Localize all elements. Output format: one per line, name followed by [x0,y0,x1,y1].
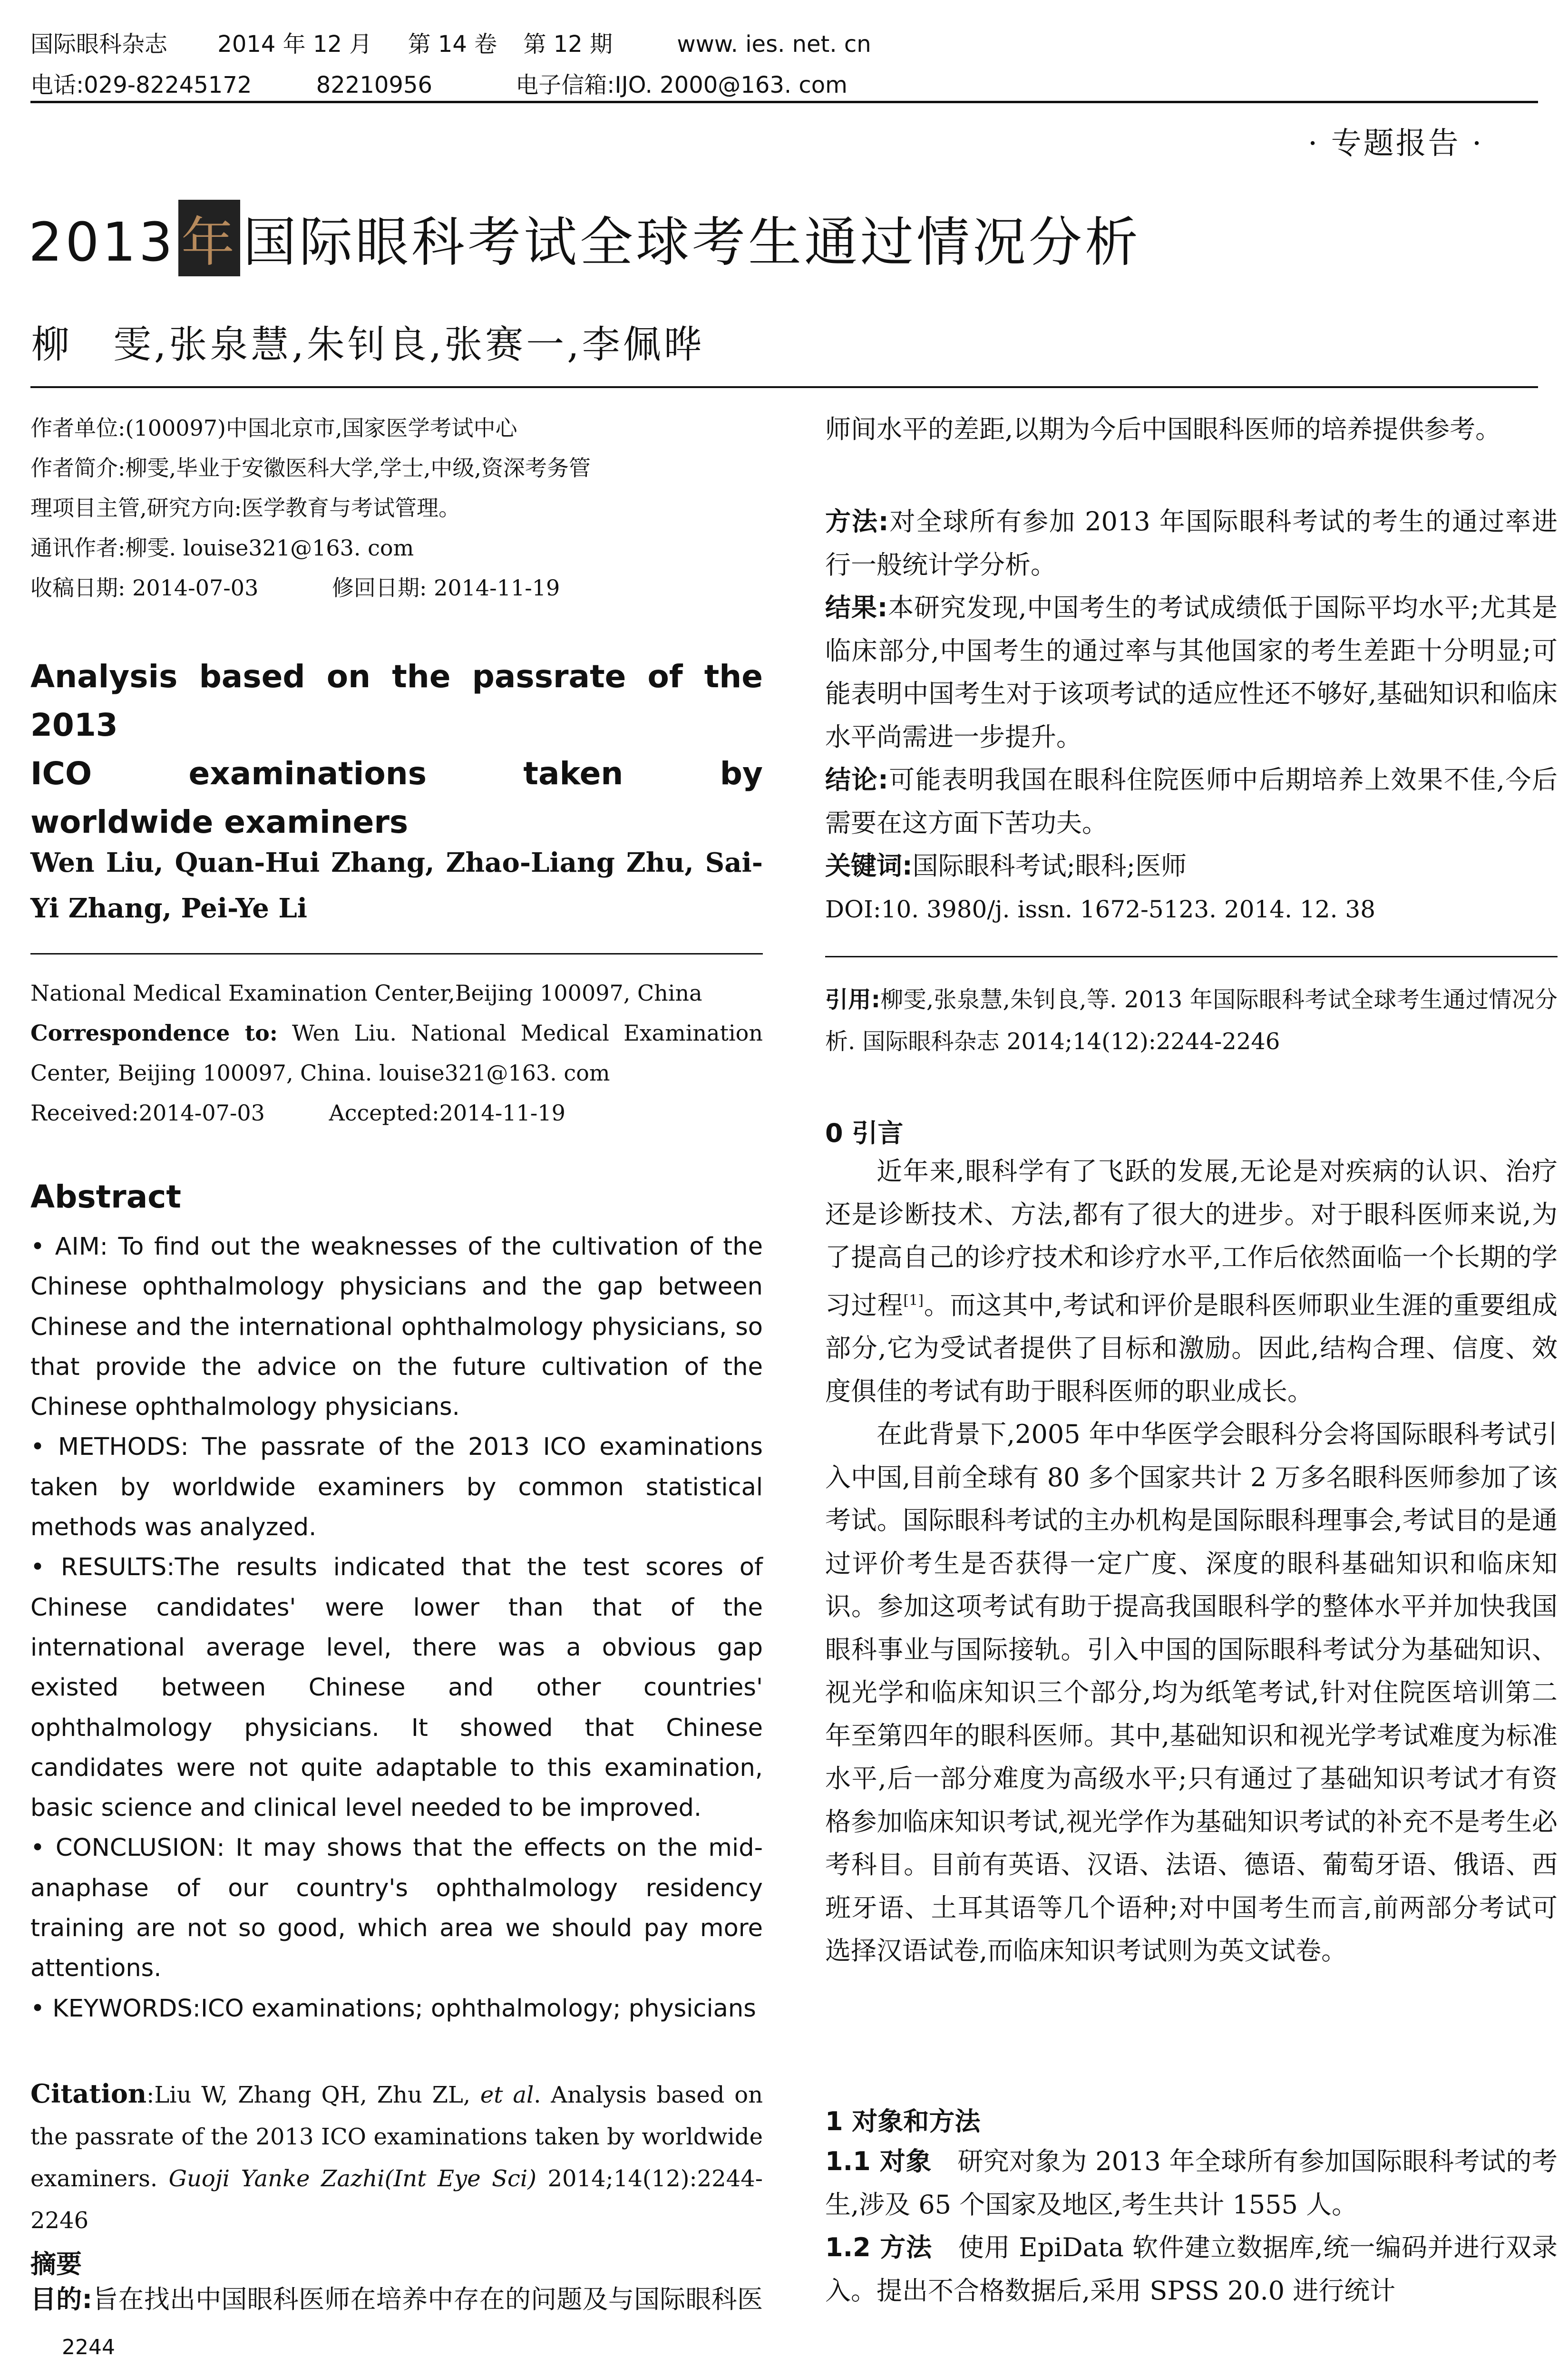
citation-part2: . Analysis based on the passrate of the 2013 ICO examinations taken by worldwide examiners. [30,2082,763,2192]
doi: DOI:10. 3980/j. issn. 1672-5123. 2014. 12. 38 [825,895,1376,923]
citation-etal: et al [480,2082,534,2108]
cn-aim-text: 旨在找出中国眼科医师在培养中存在的问题及与国际眼科医 [92,2284,763,2314]
received-date: 收稿日期: 2014-07-03 [30,575,259,601]
cn-results-text: 本研究发现,中国考生的考试成绩低于国际平均水平;尤其是临床部分,中国考生的通过率与其他国家的考生差距十分明显;可能表明中国考生对于该项考试的适应性还不够好,基础知识和临床水平尚需进一步提升。 [825,593,1558,752]
citation-part3: 2014;14(12):2244-2246 [30,2165,763,2234]
author-unit: 作者单位:(100097)中国北京市,国家医学考试中心 [30,415,517,441]
abstract-conclusion: • CONCLUSION: It may shows that the effects on the mid-anaphase of our country's ophthalmology residency training are not so good, which area we should pay more attentions. [30,1834,763,1983]
cn-conclusion-text: 可能表明我国在眼科住院医师中后期培养上效果不佳,今后需要在这方面下苦功夫。 [825,765,1558,838]
issue: 第 12 期 [523,31,613,58]
intro-p1-a: 近年来,眼科学有了飞跃的发展,无论是对疾病的认识、治疗还是诊断技术、方法,都有了很大的进步。对于眼科医师来说,为了提高自己的诊疗技术和诊疗水平,工作后依然面临一个长期的学习过程 [825,1156,1558,1320]
cn-citation [825,979,1558,1062]
cn-citation-body: 柳雯,张泉慧,朱钊良,等. 2013 年国际眼科考试全球考生通过情况分析. 国际眼科杂志 2014;14(12):2244-2246 [825,986,1558,1055]
methods-body [825,2140,1558,2312]
intro-paragraph-1 [825,1150,1558,1413]
correspondence-text: Wen Liu. National Medical Examination Center, Beijing 100097, China. louise321@163. com [30,1020,763,1086]
cn-citation-text [825,979,1558,1062]
journal-header-line1 [30,26,871,58]
title-rest: 国际眼科考试全球考生通过情况分析 [243,212,1141,273]
english-title-line-2: ICO examinations taken by [30,755,763,792]
cn-abstract-aim [30,2278,763,2321]
authors-rule [30,953,763,955]
english-title [30,653,763,847]
abstract-body [30,1227,763,2029]
correspondence [30,1013,763,1093]
author-meta [30,408,763,608]
cn-keywords-text: 国际眼科考试;眼科;医师 [912,851,1187,881]
cn-citation-label: 引用: [825,986,880,1013]
cn-abstract-rule [825,956,1558,957]
journal-name: 国际眼科杂志 [30,31,168,58]
intro-paragraph-2: 在此背景下,2005 年中华医学会眼科分会将国际眼科考试引入中国,目前全球有 80 多个国家共计 2 万多名眼科医师参加了该考试。国际眼科考试的主办机构是国际眼科理事会,考试目的是通过评价考生是否获得一定广度、深度的眼科基础知识和临床知识。参加这项考试有助于提高我国眼科学的整体水平并加快我国眼科事业与国际接轨。引入中国的国际眼科考试分为基础知识、视光学和临床知识三个部分,均为纸笔考试,针对住院医培训第二年至第四年的眼科医师。其中,基础知识和视光学考试难度为标准水平,后一部分难度为高级水平;只有通过了基础知识考试才有资格参加临床知识考试,视光学作为基础知识考试的补充不是考生必考科目。目前有英语、汉语、法语、德语、葡萄牙语、俄语、西班牙语、土耳其语等几个语种;对中国考生而言,前两部分考试可选择汉语试卷,而临床知识考试则为英文试卷。 [825,1419,1558,1966]
abstract-keywords: • KEYWORDS:ICO examinations; ophthalmology; physicians [30,1994,756,2023]
english-title-line-1: Analysis based on the passrate of the 2013 [30,658,763,743]
cn-abstract-rest [825,500,1558,931]
title-year: 2013 [29,212,176,273]
title-year-char: 年 [178,200,240,276]
institution-line: National Medical Examination Center,Beijing 100097, China [30,980,702,1006]
correspondence-label: Correspondence to: [30,1020,278,1046]
revised-date: 修回日期: 2014-11-19 [331,575,560,601]
cn-abstract-results [825,586,1558,759]
intro-heading: 0 引言 [825,1118,904,1148]
cn-abstract-methods [825,500,1558,586]
header-rule [30,101,1538,103]
corresponding-author: 通讯作者:柳雯. louise321@163. com [30,535,414,561]
en-received: Received:2014-07-03 [30,1100,265,1126]
methods-1-2-text: 使用 EpiData 软件建立数据库,统一编码并进行双录入。提出不合格数据后,采用 SPSS 20.0 进行统计 [825,2232,1558,2306]
english-authors: Wen Liu, Quan-Hui Zhang, Zhao-Liang Zhu, Sai-Yi Zhang, Pei-Ye Li [30,847,763,924]
methods-1-2 [825,2226,1558,2312]
journal-phone2: 82210956 [316,72,433,98]
cn-aim-text-cont: 师间水平的差距,以期为今后中国眼科医师的培养提供参考。 [825,414,1501,444]
en-citation [30,2073,763,2241]
journal-header-line2 [30,67,847,99]
methods-1-2-label: 1.2 方法 [825,2232,932,2262]
journal-email: 电子信箱:IJO. 2000@163. com [516,72,847,98]
cn-abstract-aim-left [30,2278,763,2321]
abstract-results: • RESULTS:The results indicated that the test scores of Chinese candidates' were lower than that of the international average level, there was a obvious gap existed between Chinese and other countries' ophthalmology physicians. It showed that Chinese candidates were not quite adaptable to this examination, basic science and clinical level needed to be improved. [30,1553,763,1822]
abstract-methods: • METHODS: The passrate of the 2013 ICO examinations taken by worldwide examiners by common statistical methods was analyzed. [30,1433,763,1542]
cn-abstract-heading: 摘要 [30,2249,82,2279]
intro-body [825,1150,1558,1973]
english-title-line-3: worldwide examiners [30,804,409,840]
article-title [29,200,1141,276]
institution-block [30,973,763,1133]
issue-date: 2014 年 12 月 [217,31,372,58]
citation-label: Citation [30,2078,147,2109]
en-accepted: Accepted:2014-11-19 [329,1100,565,1126]
methods-1-1-text: 研究对象为 2013 年全球所有参加国际眼科考试的考生,涉及 65 个国家及地区,考生共计 1555 人。 [825,2146,1558,2220]
title-rule [30,386,1538,388]
cn-methods-text: 对全球所有参加 2013 年国际眼科考试的考生的通过率进行一般统计学分析。 [825,507,1558,580]
methods-1-1 [825,2140,1558,2226]
author-bio-1: 作者简介:柳雯,毕业于安徽医科大学,学士,中级,资深考务管 [30,455,591,481]
cn-aim-label: 目的: [30,2284,93,2314]
abstract-aim: • AIM: To find out the weaknesses of the cultivation of the Chinese ophthalmology physicians and the gap between Chinese and the international ophthalmology physicians, so that provide the advice on the future cultivation of the Chinese ophthalmology physicians. [30,1233,763,1422]
intro-ref-1: [1] [903,1292,924,1309]
dates [30,568,763,608]
abstract-heading: Abstract [30,1179,181,1215]
en-dates [30,1093,763,1133]
journal-phone: 电话:029-82245172 [30,72,252,98]
cn-abstract-aim-cont [825,408,1558,451]
cn-methods-label: 方法: [825,507,889,536]
cn-abstract-keywords [825,845,1558,888]
methods-heading: 1 对象和方法 [825,2106,981,2136]
cn-conclusion-label: 结论: [825,765,888,795]
section-tag: · 专题报告 · [1308,126,1484,161]
citation-part1: :Liu W, Zhang QH, Zhu ZL, [146,2082,480,2108]
cn-abstract-aim-continued [825,408,1558,495]
intro-p1-b: 。而这其中,考试和评价是眼科医师职业生涯的重要组成部分,它为受试者提供了目标和激励。因此,结构合理、信度、效度俱佳的考试有助于眼科医师的职业成长。 [825,1290,1558,1406]
cn-results-label: 结果: [825,593,888,623]
methods-1-1-label: 1.1 对象 [825,2146,932,2176]
journal-website: www. ies. net. cn [677,31,871,58]
citation-text [30,2073,763,2241]
cn-keywords-label: 关键词: [825,851,913,881]
authors-cn: 柳 雯,张泉慧,朱钊良,张赛一,李佩晔 [31,322,705,367]
page-number: 2244 [62,2335,115,2359]
citation-journal: Guoji Yanke Zazhi(Int Eye Sci) [168,2165,536,2192]
author-bio-2: 理项目主管,研究方向:医学教育与考试管理。 [30,495,461,521]
volume: 第 14 卷 [408,31,497,58]
cn-abstract-conclusion [825,759,1558,845]
